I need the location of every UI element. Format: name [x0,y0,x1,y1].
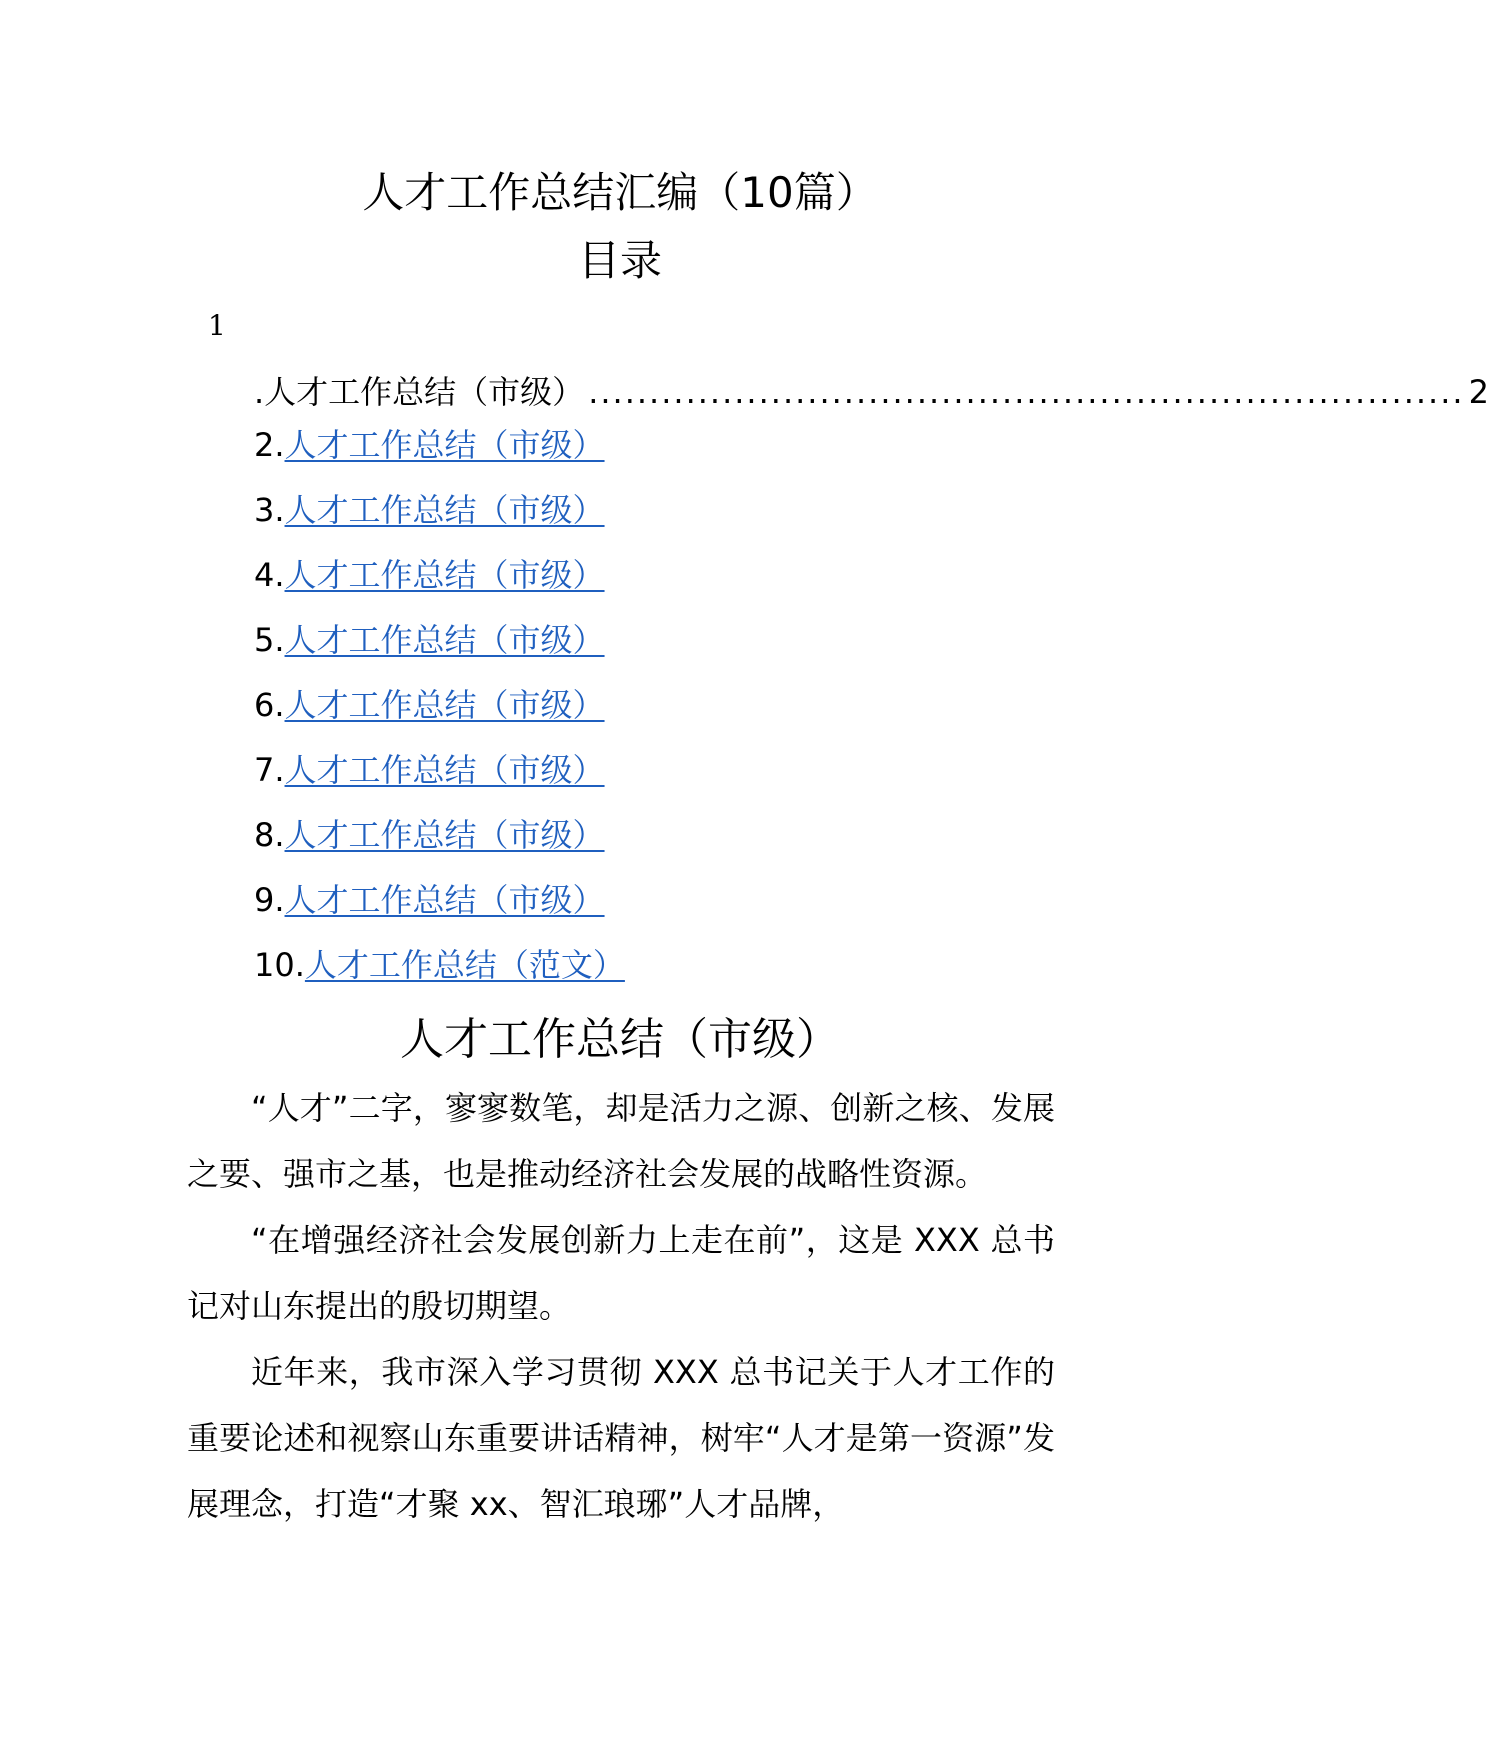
toc-entry-number: 6. [254,686,285,724]
toc-link[interactable]: 人才工作总结（市级） [284,491,605,529]
toc-first-number: 1 [208,309,226,342]
toc-heading: 目录 [577,236,662,285]
toc-link[interactable]: 人才工作总结（范文） [304,946,625,984]
article-paragraph: “人才”二字，寥寥数笔，却是活力之源、创新之核、发展之要、强市之基，也是推动经济社会发展的战略性资源。 [187,1089,1055,1193]
toc-entry [254,413,625,478]
toc-link[interactable]: 人才工作总结（市级） [284,686,605,724]
toc-entry-number: 8. [254,816,285,854]
toc-link[interactable]: 人才工作总结（市级） [284,621,605,659]
toc-link[interactable]: 人才工作总结（市级） [284,816,605,854]
toc-entry-number: 5. [254,621,285,659]
article-paragraph: 近年来，我市深入学习贯彻 XXX 总书记关于人才工作的重要论述和视察山东重要讲话精神，树牢“人才是第一资源”发展理念，打造“才聚 xx、智汇琅琊”人才品牌， [187,1353,1055,1523]
toc-entry-1-label: .人才工作总结（市级） [254,373,585,411]
toc-link[interactable]: 人才工作总结（市级） [284,881,605,919]
article-paragraph: “在增强经济社会发展创新力上走在前”，这是 XXX 总书记对山东提出的殷切期望。 [187,1221,1055,1325]
toc-entry-number: 9. [254,881,285,919]
toc-entry-1[interactable] [254,370,1489,414]
article-body [187,1075,1055,1537]
document-title: 人才工作总结汇编（10篇） [362,168,878,217]
toc-leader-dots: ........................................................................ [588,373,1465,411]
toc-entry-number: 10. [254,946,305,984]
toc-entry [254,933,625,998]
toc-link[interactable]: 人才工作总结（市级） [284,426,605,464]
toc-entry [254,868,625,933]
toc-link[interactable]: 人才工作总结（市级） [284,556,605,594]
article-title: 人才工作总结（市级） [400,1014,840,1065]
toc-entry [254,608,625,673]
toc-entry-number: 7. [254,751,285,789]
toc-entry-number: 2. [254,426,285,464]
toc-list [254,413,625,998]
toc-entry-1-page: 2 [1468,373,1489,411]
toc-entry [254,478,625,543]
toc-entry [254,803,625,868]
toc-entry-number: 4. [254,556,285,594]
toc-entry-number: 3. [254,491,285,529]
toc-link[interactable]: 人才工作总结（市级） [284,751,605,789]
toc-entry [254,673,625,738]
toc-entry [254,543,625,608]
toc-entry [254,738,625,803]
